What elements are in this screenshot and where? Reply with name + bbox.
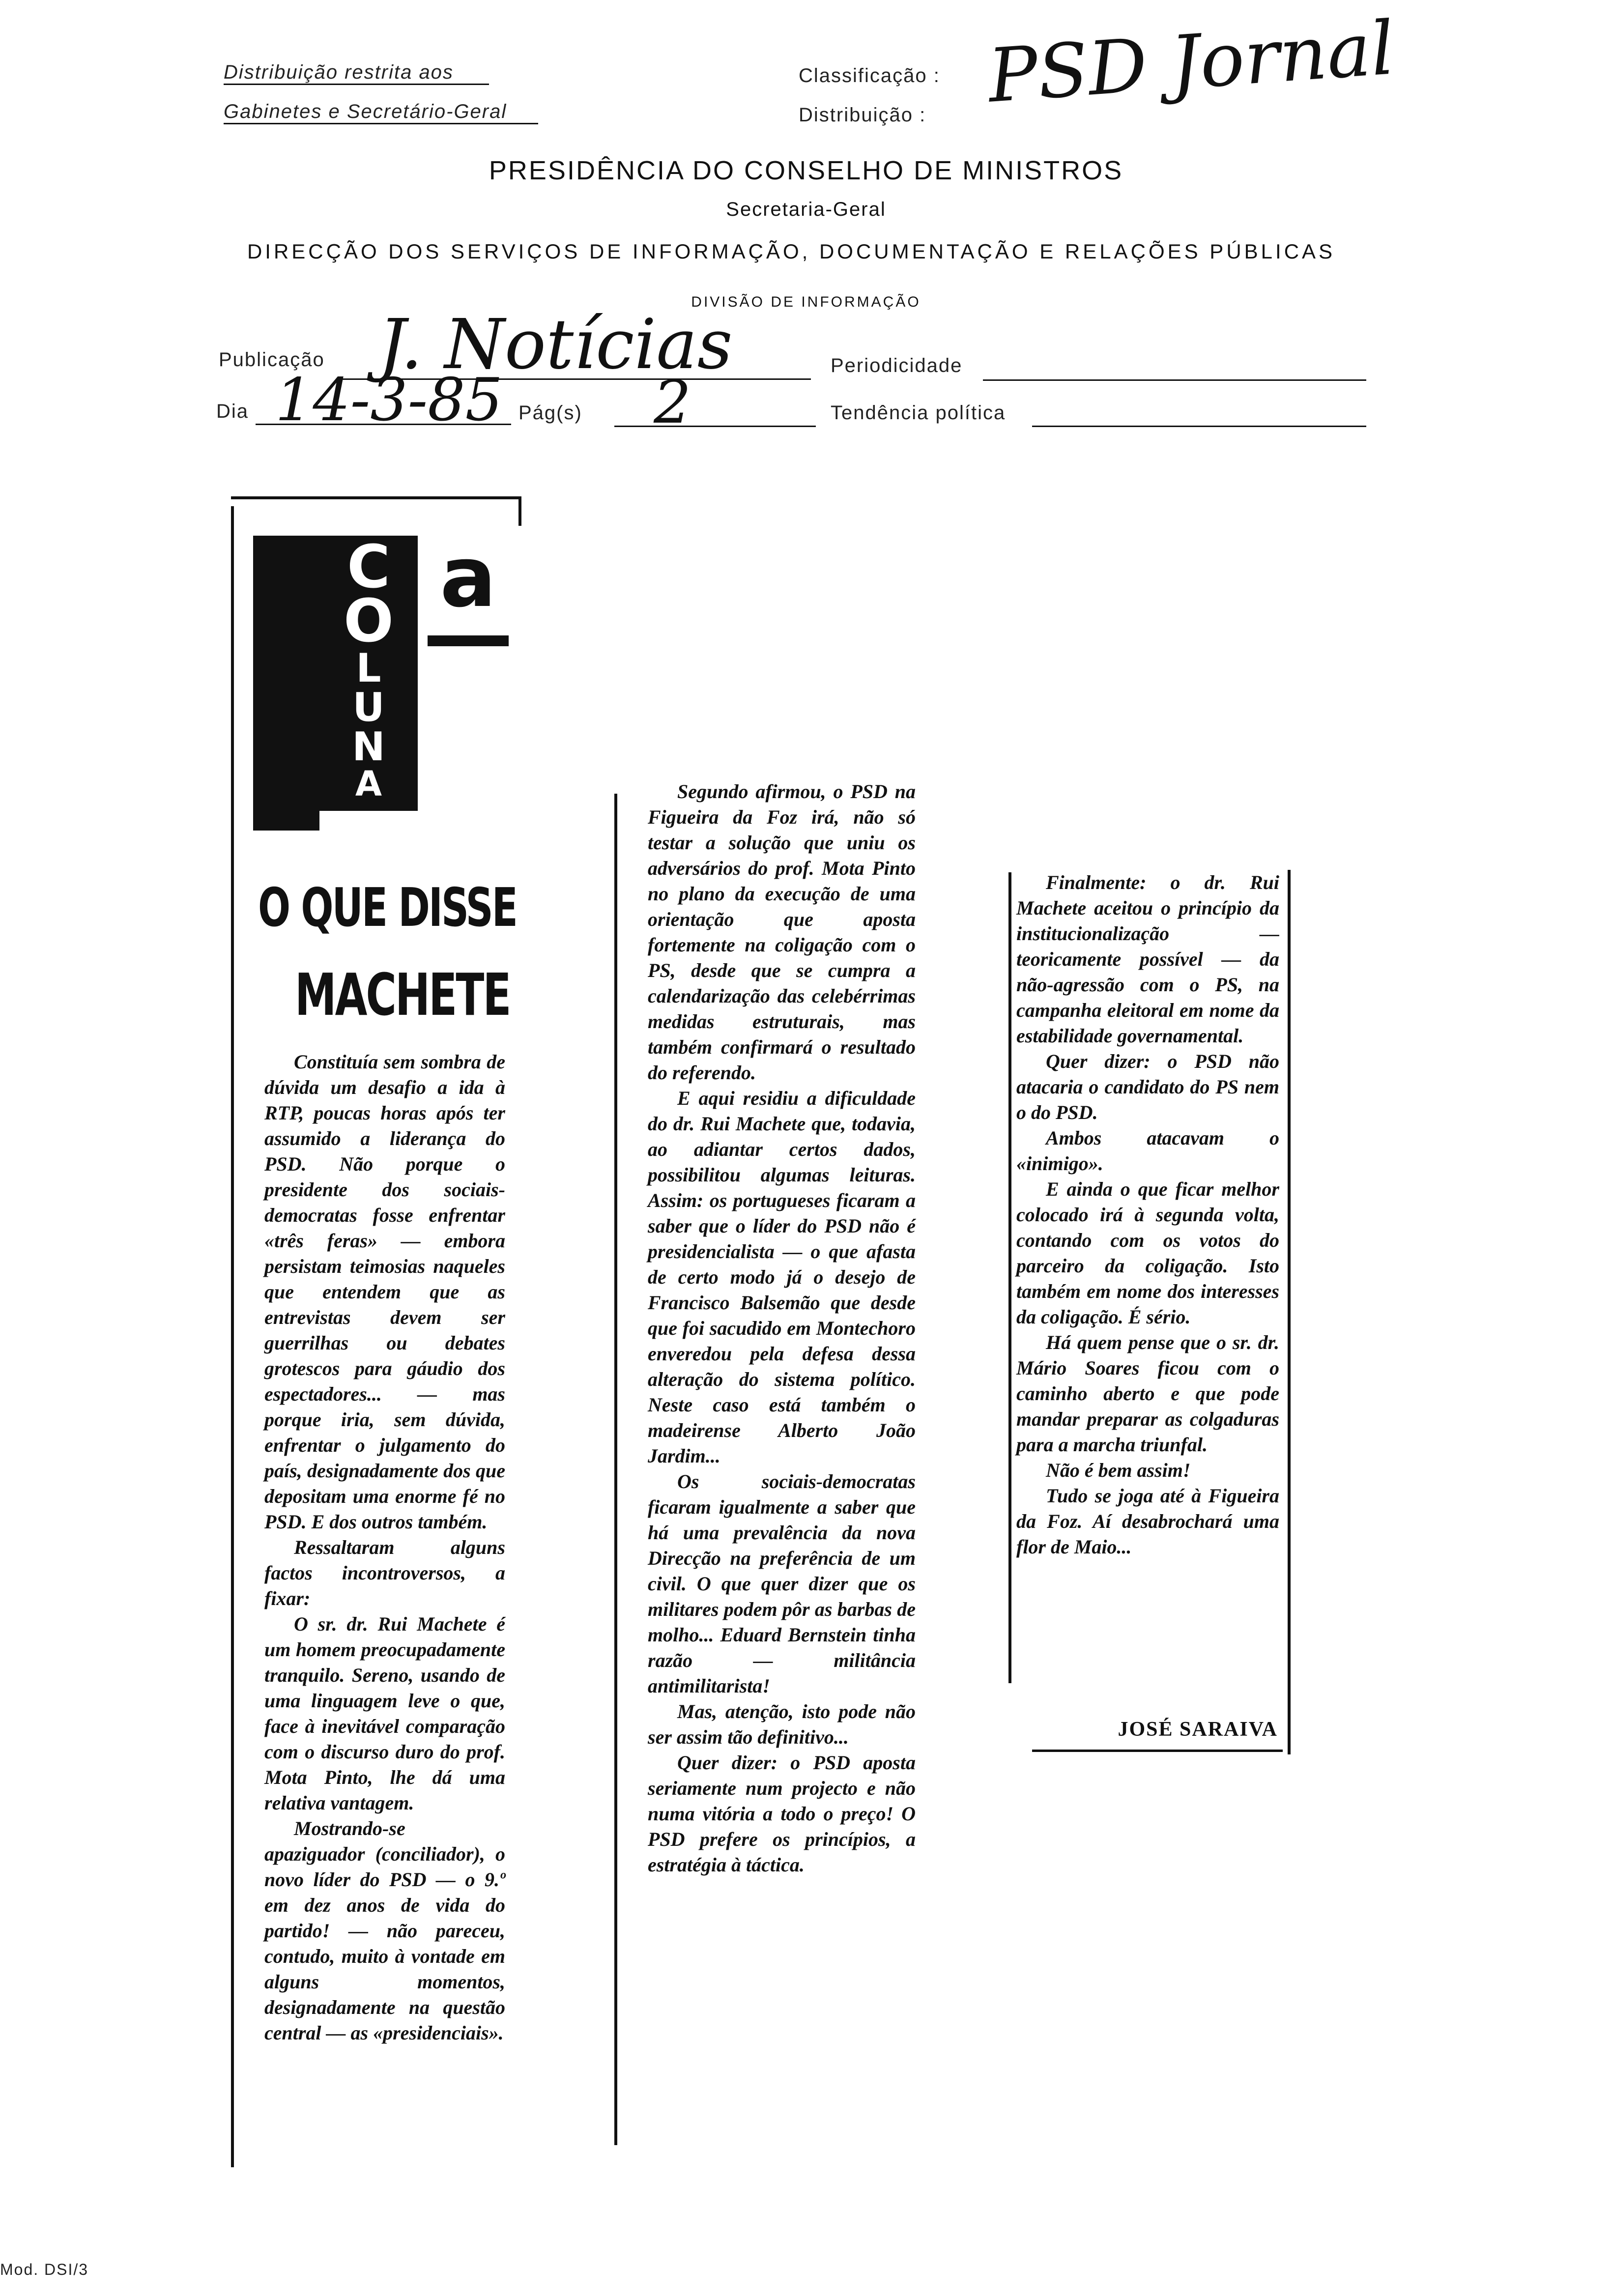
article-paragraph: Finalmente: o dr. Rui Machete aceitou o princípio da institucionalização — teoricamente possível — da não-agressão com o PS, na campanha eleitoral em nome da estabilidade governamental. xyxy=(1016,871,1279,1047)
form-code: Mod. DSI/3 xyxy=(0,2261,89,2278)
logo-letter: U xyxy=(352,685,385,730)
day-label: Dia xyxy=(216,401,249,422)
column-logo-number xyxy=(253,536,319,831)
article-paragraph: Mas, atenção, isto pode não ser assim tão definitivo... xyxy=(648,1700,916,1748)
logo-letter: C xyxy=(346,533,391,602)
article-column-2 xyxy=(648,779,916,1878)
handwritten-classification: PSD Jornal xyxy=(985,5,1397,119)
logo-letter: A xyxy=(355,764,382,804)
day-value: 14-3-85 xyxy=(275,366,503,434)
column-logo-suffix: a xyxy=(440,529,496,626)
article-byline: JOSÉ SARAIVA xyxy=(1118,1718,1278,1741)
column-logo-word xyxy=(319,533,418,804)
article-paragraph: Constituía sem sombra de dúvida um desafio a ida à RTP, poucas horas após ter assumido a liderança do PSD. Não porque o presidente dos sociais-democratas fosse enfrentar «três feras» — embora persistam teimosias naqueles que entendem que as entrevistas devem ser guerrilhas ou debates grotescos para gáudio dos espectadores... — mas porque iria, sem dúvida, enfrentar o julgamento do país, designadamente dos que depositam uma enorme fé no PSD. E dos outros também. xyxy=(264,1051,505,1533)
pages-line xyxy=(614,426,816,427)
headline-line2: MACHETE xyxy=(295,961,510,1029)
periodicity-line xyxy=(983,379,1366,381)
distribution-note-line2: Gabinetes e Secretário-Geral xyxy=(224,101,538,124)
article-paragraph: Ambos atacavam o «inimigo». xyxy=(1016,1127,1279,1175)
article-paragraph: Segundo afirmou, o PSD na Figueira da Foz irá, não só testar a solução que uniu os adversários do prof. Mota Pinto no plano da execução de uma orientação que aposta fortemente na coligação com o PS, desde que se cumpra a calendarização das celebérrimas medidas estruturais, mas também confirmará o resultado do referendo. xyxy=(648,780,916,1084)
column-3-rule xyxy=(1008,872,1011,1683)
article-paragraph: Os sociais-democratas ficaram igualmente a saber que há uma prevalência da nova Direcção na preferência de um civil. O que quer dizer que os militares podem pôr as barbas de molho... Eduard Bernstein tinha razão — militância antimilitarista! xyxy=(648,1470,916,1697)
logo-letter: N xyxy=(352,724,385,770)
article-paragraph: Há quem pense que o sr. dr. Mário Soares ficou com o caminho aberto e que pode mandar preparar as colgaduras para a marcha triunfal. xyxy=(1016,1331,1279,1456)
clipping-left-edge xyxy=(231,506,234,2167)
article-column-1 xyxy=(264,1049,505,2046)
byline-rule xyxy=(1032,1750,1283,1752)
article-paragraph: Ressaltaram alguns factos incontroversos, a fixar: xyxy=(264,1536,505,1609)
logo-letter: L xyxy=(356,645,381,691)
presidency-title: PRESIDÊNCIA DO CONSELHO DE MINISTROS xyxy=(489,156,1123,185)
article-paragraph: Quer dizer: o PSD aposta seriamente num projecto e não numa vitória a todo o preço! O PSD prefere os princípios, a estratégia à táctica. xyxy=(648,1751,916,1876)
tendency-label: Tendência política xyxy=(831,402,1006,424)
article-paragraph: Tudo se joga até à Figueira da Foz. Aí desabrochará uma flor de Maio... xyxy=(1016,1485,1279,1558)
column-2-rule xyxy=(614,794,617,2145)
headline-line1: O QUE DISSE xyxy=(258,877,517,939)
clipping-corner xyxy=(518,496,521,526)
article-paragraph: O sr. dr. Rui Machete é um homem preocupadamente tranquilo. Sereno, usando de uma linguagem leve o que, face à inevitável comparação com o discurso duro do prof. Mota Pinto, lhe dá uma relativa vantagem. xyxy=(264,1613,505,1814)
clipping-top-edge xyxy=(231,496,521,499)
division-title: DIVISÃO DE INFORMAÇÃO xyxy=(691,294,921,310)
publication-label: Publicação xyxy=(219,349,325,371)
secretariat-title: Secretaria-Geral xyxy=(726,199,886,220)
classification-label: Classificação : xyxy=(799,65,940,86)
periodicity-label: Periodicidade xyxy=(831,355,963,376)
pages-label: Pág(s) xyxy=(518,402,582,424)
distribution-note-line1: Distribuição restrita aos xyxy=(224,61,489,85)
column-logo-suffix-box xyxy=(428,529,509,646)
article-paragraph: Não é bem assim! xyxy=(1046,1459,1191,1481)
article-column-3 xyxy=(1016,870,1279,1560)
pages-value: 2 xyxy=(654,369,691,437)
column-3-right-rule xyxy=(1288,870,1291,1754)
article-paragraph: Mostrando-se apaziguador (conciliador), o novo líder do PSD — o 9.º em dez anos de vida do partido! — não pareceu, contudo, muito à vontade em alguns momentos, designadamente na questão central — as «presidenciais». xyxy=(264,1817,505,2044)
article-paragraph: Quer dizer: o PSD não atacaria o candidato do PS nem o do PSD. xyxy=(1016,1050,1279,1123)
article-paragraph: E ainda o que ficar melhor colocado irá à segunda volta, contando com os votos do parceiro da coligação. Isto também em nome dos interesses da coligação. É sério. xyxy=(1016,1178,1279,1328)
tendency-line xyxy=(1032,426,1366,427)
distribution-label: Distribuição : xyxy=(799,104,926,126)
directorate-title: DIRECÇÃO DOS SERVIÇOS DE INFORMAÇÃO, DOCUMENTAÇÃO E RELAÇÕES PÚBLICAS xyxy=(247,240,1336,263)
publication-value: J. Notícias xyxy=(378,305,733,385)
logo-letter: O xyxy=(343,587,394,656)
article-paragraph: E aqui residiu a dificuldade do dr. Rui Machete que, todavia, ao adiantar certos dados, possibilitou algumas leituras. Assim: os portugueses ficaram a saber que o líder do PSD não é presidencialista — o que afasta de certo modo já o desejo de Francisco Balsemão que desde que foi sacudido em Montechoro enveredou pela defesa dessa alteração do sistema político. Neste caso está também o madeirense Alberto João Jardim... xyxy=(648,1087,916,1467)
